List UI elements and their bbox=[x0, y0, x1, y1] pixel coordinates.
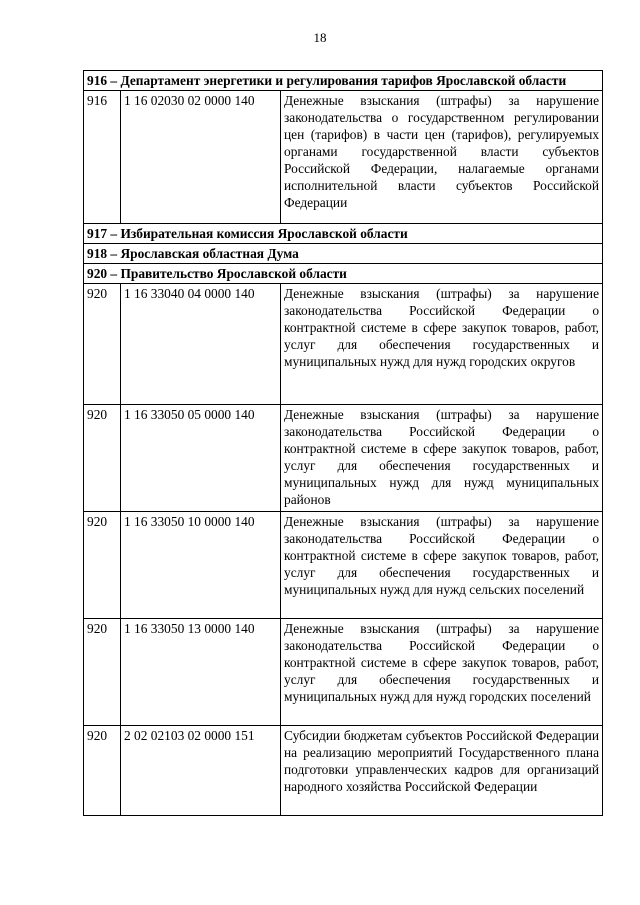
section-heading: 920 – Правительство Ярославской области bbox=[84, 264, 603, 284]
budget-code-cell: 1 16 33050 10 0000 140 bbox=[121, 512, 281, 619]
description-cell: Денежные взыскания (штрафы) за нарушение законодательства Российской Федерации о контрактной системе в сфере закупок товаров, работ, услуг для обеспечения государственных и муниципальных нужд для нужд городских округов bbox=[281, 284, 603, 405]
admin-code-cell: 920 bbox=[84, 619, 121, 726]
section-heading: 917 – Избирательная комиссия Ярославской области bbox=[84, 224, 603, 244]
section-heading: 918 – Ярославская областная Дума bbox=[84, 244, 603, 264]
budget-code-cell: 1 16 02030 02 0000 140 bbox=[121, 91, 281, 224]
description-cell: Денежные взыскания (штрафы) за нарушение законодательства Российской Федерации о контрактной системе в сфере закупок товаров, работ, услуг для обеспечения государственных и муниципальных нужд для нужд сельских поселений bbox=[281, 512, 603, 619]
admin-code-cell: 920 bbox=[84, 405, 121, 512]
table-row bbox=[84, 405, 603, 512]
table-row-section-920 bbox=[84, 264, 603, 284]
section-heading bbox=[84, 71, 603, 91]
table-row-section-918 bbox=[84, 244, 603, 264]
budget-code-cell: 2 02 02103 02 0000 151 bbox=[121, 726, 281, 816]
revenue-classification-table bbox=[83, 70, 603, 816]
admin-code-cell: 920 bbox=[84, 284, 121, 405]
description-cell: Субсидии бюджетам субъектов Российской Федерации на реализацию мероприятий Государственного плана подготовки управленческих кадров для организаций народного хозяйства Российской Федерации bbox=[281, 726, 603, 816]
admin-code-cell: 920 bbox=[84, 726, 121, 816]
description-cell: Денежные взыскания (штрафы) за нарушение законодательства о государственном регулировании цен (тарифов) в части цен (тарифов), регулируемых органами государственной власти субъектов Российской Федерации, налагаемые органами исполнительной власти субъектов Российской Федерации bbox=[281, 91, 603, 224]
page-number: 18 bbox=[313, 30, 327, 45]
section-heading-text: 916 – Департамент энергетики и регулирования тарифов Ярославской области bbox=[87, 73, 567, 88]
admin-code-cell: 920 bbox=[84, 512, 121, 619]
table-row-section-917 bbox=[84, 224, 603, 244]
table-row bbox=[84, 512, 603, 619]
table-row-section-916 bbox=[84, 71, 603, 91]
budget-code-cell: 1 16 33050 05 0000 140 bbox=[121, 405, 281, 512]
budget-code-cell: 1 16 33050 13 0000 140 bbox=[121, 619, 281, 726]
table-row bbox=[84, 619, 603, 726]
admin-code-cell: 916 bbox=[84, 91, 121, 224]
description-cell: Денежные взыскания (штрафы) за нарушение законодательства Российской Федерации о контрактной системе в сфере закупок товаров, работ, услуг для обеспечения государственных и муниципальных нужд для нужд городских поселений bbox=[281, 619, 603, 726]
description-cell: Денежные взыскания (штрафы) за нарушение законодательства Российской Федерации о контрактной системе в сфере закупок товаров, работ, услуг для обеспечения государственных и муниципальных нужд для нужд муниципальных районов bbox=[281, 405, 603, 512]
table-row bbox=[84, 91, 603, 224]
table-row bbox=[84, 726, 603, 816]
budget-code-cell: 1 16 33040 04 0000 140 bbox=[121, 284, 281, 405]
table-row bbox=[84, 284, 603, 405]
